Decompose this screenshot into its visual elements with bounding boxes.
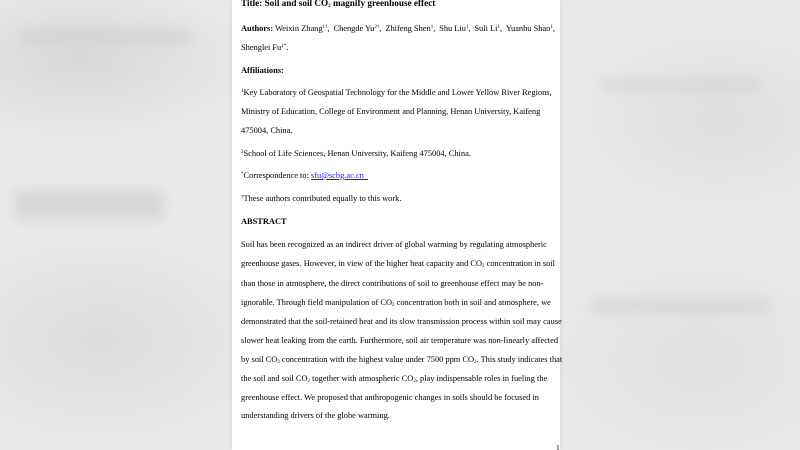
affiliation-1-line-2 <box>241 102 555 121</box>
abstract-sub: 2 <box>277 360 280 365</box>
abstract-line: greenhouse effect. We proposed that anthropogenic changes in soils should be focused in <box>241 393 539 402</box>
affiliation-1-line-3: 475004, China. <box>241 126 293 135</box>
author-sup: 1 <box>430 25 434 30</box>
paper-page <box>232 0 563 450</box>
abstract-text: greenhouse gases. <box>241 259 302 268</box>
author-name: Weixin Zhang <box>275 24 323 33</box>
authors-line-1: Authors: Weixin Zhang$^{1\dagger}$, Chengde $Yu^{2\dagger}$, Zhifeng Shen$^1$, Shu Liu$^1$, Suli Li$^1$, Yuanhu Shao$^1$, <box>241 24 555 33</box>
abstract-heading: ABSTRACT <box>241 217 287 226</box>
abstract-text: by soil CO <box>241 355 278 364</box>
background-blur-shape <box>20 30 190 44</box>
author-name: Yuanhu Shao <box>505 24 551 33</box>
abstract-sub: 2 <box>482 264 485 269</box>
abstract-line <box>241 369 547 388</box>
background-blur-shape <box>14 190 164 220</box>
abstract-line: slower heat leaking from the earth. Furthermore, soil air temperature was non-linearly affected <box>241 336 559 345</box>
authors-line-2: Shenglei $Fu^{1*}$. <box>241 43 289 52</box>
background-blur-shape <box>600 80 760 90</box>
author-sup: 1 <box>465 25 469 30</box>
abstract-sub: 2 <box>474 360 477 365</box>
equal-sup: † <box>241 195 244 200</box>
email-link-trail <box>364 171 368 180</box>
title-prefix: Title: <box>241 0 265 8</box>
author-sup: 1 <box>550 25 553 30</box>
affiliation-2 <box>241 144 471 163</box>
abstract-text: concentration in soil <box>484 259 555 268</box>
abstract-line: than those in atmosphere, the direct contributions of soil to greenhouse effect may be non- <box>241 279 544 288</box>
abstract-line: understanding drivers of the globe warming. <box>241 411 390 420</box>
abstract-sub: 2 <box>307 379 311 384</box>
affiliation-text: School of Life Sciences, Henan University, Kaifeng 475004, China. <box>243 149 471 158</box>
correspondence <box>241 166 368 185</box>
author-name: Chengde Yu <box>333 24 375 33</box>
affiliation-1-line-1 <box>241 83 555 102</box>
abstract-line: demonstrated that the soil-retained heat and its slow transmission process within soil may cause <box>241 317 562 326</box>
affiliation-text: Key Laboratory of Geospatial Technology for the Middle and Lower Yellow River Regions, <box>243 88 552 97</box>
author-sup: 1* <box>281 44 287 49</box>
abstract-text: concentration with the highest value under 7500 ppm CO <box>279 355 475 364</box>
abstract-text: , play indispensable roles in fueling the <box>415 374 548 383</box>
title-sub: 2 <box>328 4 331 9</box>
abstract-line: Soil has been recognized as an indirect driver of global warming by regulating atmospheric <box>241 240 547 249</box>
email-link[interactable]: sfu@scbg.ac.cn <box>310 171 364 180</box>
author-name: Suli Li <box>474 24 498 33</box>
author-sup: 1 <box>497 25 500 30</box>
affiliation-text: Ministry of Education, College of Environment and Planning, Henan University, Kaifeng <box>241 107 541 116</box>
author-sup: 2† <box>374 25 380 30</box>
abstract-text: together with atmospheric CO <box>310 374 414 383</box>
abstract-text: . This study indicates that <box>476 355 563 364</box>
abstract-sub: 2 <box>413 379 416 384</box>
affiliation-sup: 2 <box>241 150 244 155</box>
equal-text: These authors contributed equally to this work. <box>243 194 402 203</box>
equal-contribution-note <box>241 189 401 208</box>
author-name: Shu Liu <box>439 24 466 33</box>
paper-title <box>241 0 435 13</box>
abstract-line <box>241 254 555 273</box>
abstract-text: However, in view of the higher heat capacity and CO <box>303 259 483 268</box>
correspondence-sup: * <box>241 172 244 177</box>
authors-label: Authors: <box>241 24 274 33</box>
correspondence-text: Correspondence to: <box>243 171 311 180</box>
author-name: Shenglei Fu <box>241 43 282 52</box>
abstract-sub: 2 <box>392 303 395 308</box>
affiliations-label: Affiliations: <box>241 66 284 75</box>
abstract-line <box>241 293 551 312</box>
title-text-end: magnify greenhouse effect <box>330 0 436 8</box>
abstract-text: the soil and soil CO <box>241 374 308 383</box>
abstract-line <box>241 350 562 369</box>
affiliation-sup: 1 <box>241 89 244 94</box>
author-sup: 1† <box>322 25 328 30</box>
abstract-text: ignorable. Through field manipulation of CO <box>241 298 393 307</box>
title-text: Soil and soil CO <box>264 0 329 8</box>
abstract-text: concentration both in soil and atmosphere, we <box>394 298 551 307</box>
background-blur-shape <box>590 300 770 312</box>
author-name: Zhifeng Shen <box>385 24 431 33</box>
page-number: 1 <box>556 443 560 450</box>
